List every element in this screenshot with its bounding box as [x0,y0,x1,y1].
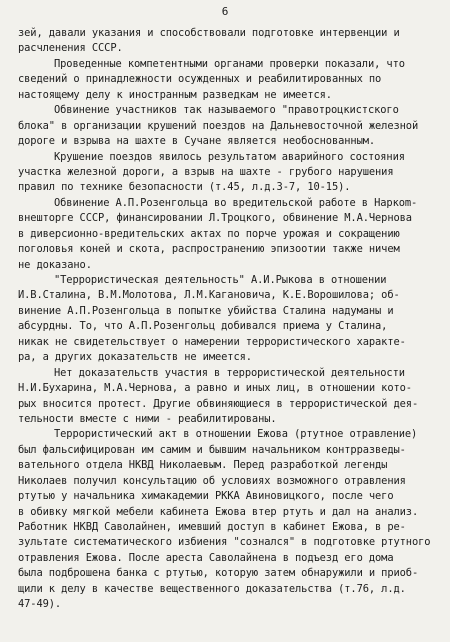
text-line: ртутью у начальника химакадемии РККА Авиновицкого, после чего [18,490,394,503]
text-line: вательного отдела НКВД Николаевым. Перед разработкой легенды [18,459,388,472]
text-line: дороге и взрыва на шахте в Сучане является необоснованным. [18,135,376,148]
text-line: щили к делу в качестве вещественного доказательства (т.76, л.д. [18,582,406,595]
text-line: зей, давали указания и способствовали подготовке интервенции и [18,27,400,39]
text-line: была подброшена банка с ртутью, которую затем обнаружили и приоб- [18,567,419,580]
text-line: внешторге СССР, финансировании Л.Троцкого, обвинение М.А.Чернова [18,212,412,225]
text-line: Обвинение участников так называемого "правотроцкистского [54,104,399,117]
text-line: Террористический акт в отношении Ежова (ртутное отравление) [54,428,418,441]
text-line: рых вносится протест. Другие обвиняющиеся в террористической дея- [18,397,419,410]
text-line: абсурдны. То, что А.П.Розенгольц добивался приема у Сталина, [18,320,388,333]
text-line: правил по технике безопасности (т.45, л.д.3-7, 10-15). [18,181,351,194]
text-line: Обвинение А.П.Розенгольца во вредительской работе в Наркоm- [54,196,418,209]
text-line: винение А.П.Розенгольца в попытке убийства Сталина надуманы и [18,304,394,317]
text-line: "Террористическая деятельность" А.И.Рыкова в отношении [54,274,387,286]
text-line: отравления Ежова. После ареста Саволайнена в подъезд его дома [18,551,394,564]
text-line: зультате систематического избиения "сознался" в подготовке ртутного [18,536,431,549]
text-line: Николаев получил консультацию об условиях возможного отравления [18,474,406,487]
text-line: в обивку мягкой мебели кабинета Ежова втер ртуть и дал на анализ. [18,505,419,518]
page-number: 6 [221,5,229,18]
text-line: блока" в организации крушений поездов на Дальневосточной железной [18,119,419,132]
text-line: 47-49). [18,598,62,611]
text-line: И.В.Сталина, В.М.Молотова, Л.М.Кагановича, К.Е.Ворошилова; об- [18,289,400,302]
text-line: никак не свидетельствует о намерении террористического характе- [18,335,406,348]
text-line: Работник НКВД Саволайнен, имевший доступ в кабинет Ежова, в ре- [18,521,406,533]
text-line: Проведенные компетентными органами проверки показали, что [54,57,405,70]
text-line: сведений о принадлежности осужденных и реабилитированных по [18,73,382,86]
text-line: настоящему делу к иностранным разведкам не имеется. [18,88,332,101]
text-line: поголовья коней и скота, распространению эпизоотии также ничем [18,243,400,256]
document-body [18,26,436,613]
text-line: ра, а других доказательств не имеется. [18,351,252,364]
text-line: Нет доказательств участия в террористической деятельности [54,366,405,379]
text-line: участка железной дороги, а взрыв на шахте - грубого нарушения [18,165,394,178]
text-line: Крушение поездов явилось результатом аварийного состояния [54,150,405,163]
text-line: расчленения СССР. [18,42,123,55]
text-line: Н.И.Бухарина, М.А.Чернова, а равно и иных лиц, в отношении кото- [18,382,412,395]
text-line: был фальсифицирован им самим и бывшим начальником контрразведы- [18,443,406,456]
text-line: в диверсионно-вредительских актах по порче урожая и сокращению [18,227,400,240]
text-line: тельности вместе с ними - реабилитированы. [18,412,277,425]
text-line: не доказано. [18,258,92,271]
